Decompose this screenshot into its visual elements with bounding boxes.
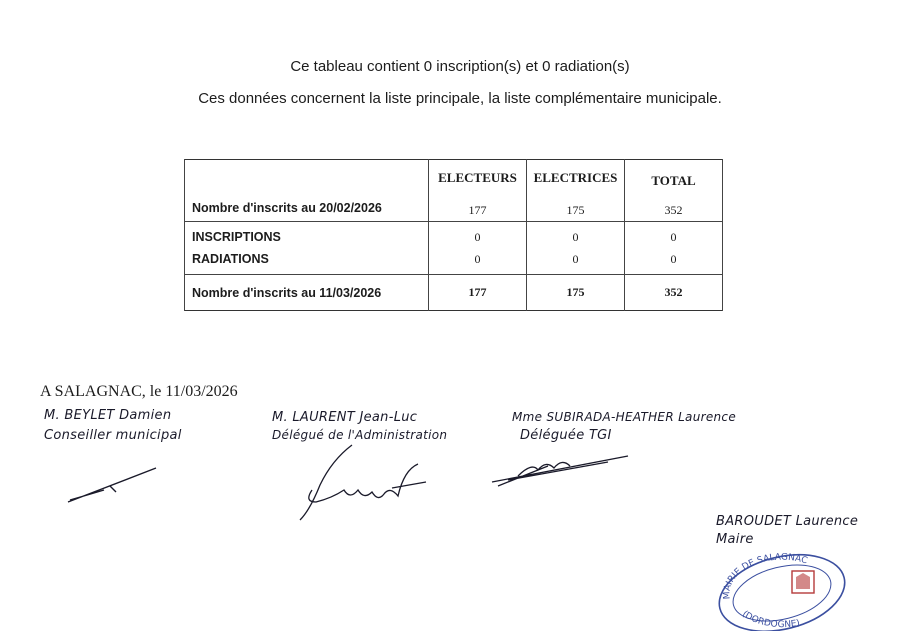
inscriptions-electrices: 0: [572, 230, 579, 244]
electeurs-cell: [429, 160, 527, 222]
inscriptions-label: INSCRIPTIONS: [192, 230, 281, 244]
total-cell: [625, 160, 723, 222]
signatory-3-role: Déléguée TGI: [520, 428, 612, 443]
signatory-2-name: M. LAURENT Jean-Luc: [272, 410, 418, 425]
movements-electeurs: [429, 222, 527, 275]
signatory-1-role: Conseiller municipal: [44, 428, 182, 443]
initial-total: 352: [664, 202, 683, 217]
signatory-1-name: M. BEYLET Damien: [44, 408, 172, 423]
radiations-electrices: 0: [572, 252, 579, 266]
mairie-stamp: [712, 549, 847, 631]
row-final-label: Nombre d'inscrits au 11/03/2026: [185, 275, 429, 311]
svg-text:(DORDOGNE): [740, 609, 801, 630]
table-row-initial: [185, 160, 723, 222]
recap-table: [184, 159, 723, 311]
movements-electrices: [527, 222, 625, 275]
signature-1: [64, 462, 164, 507]
movements-labels: [185, 222, 429, 275]
signatory-2-role: Délégué de l'Administration: [272, 428, 448, 442]
inscriptions-total: 0: [670, 230, 677, 244]
initial-electrices: 175: [566, 202, 585, 217]
header-electrices: ELECTRICES: [533, 169, 618, 185]
inscriptions-electeurs: 0: [474, 230, 481, 244]
movements-total: [625, 222, 723, 275]
radiations-electeurs: 0: [474, 252, 481, 266]
signatory-4-name: BAROUDET Laurence: [716, 514, 859, 529]
stamp-subtext: (DORDOGNE): [740, 609, 801, 631]
stamp-text: MAIRIE DE SALAGNAC: [722, 552, 809, 600]
radiations-label: RADIATIONS: [192, 252, 269, 266]
electrices-cell: [527, 160, 625, 222]
final-electrices: 175: [527, 275, 625, 311]
summary-line-1: Ce tableau contient 0 inscription(s) et 0 radiation(s): [290, 58, 630, 75]
final-electeurs: 177: [429, 275, 527, 311]
signature-2: [292, 440, 432, 530]
signature-3: [488, 446, 638, 496]
row-initial-label-text: Nombre d'inscrits au 20/02/2026: [192, 200, 382, 215]
place-date: A SALAGNAC, le 11/03/2026: [40, 383, 238, 400]
summary-line-2: Ces données concernent la liste principale, la liste complémentaire municipale.: [198, 90, 722, 107]
initial-electeurs: 177: [468, 202, 487, 217]
signatory-3-name: Mme SUBIRADA-HEATHER Laurence: [512, 410, 737, 424]
row-initial-label: [185, 160, 429, 222]
radiations-total: 0: [670, 252, 677, 266]
signatory-4-role: Maire: [716, 532, 754, 547]
final-total: 352: [625, 275, 723, 311]
header-electeurs: ELECTEURS: [438, 169, 517, 185]
table-row-final: [185, 275, 723, 311]
header-total: TOTAL: [651, 172, 696, 188]
table-row-movements: [185, 222, 723, 275]
